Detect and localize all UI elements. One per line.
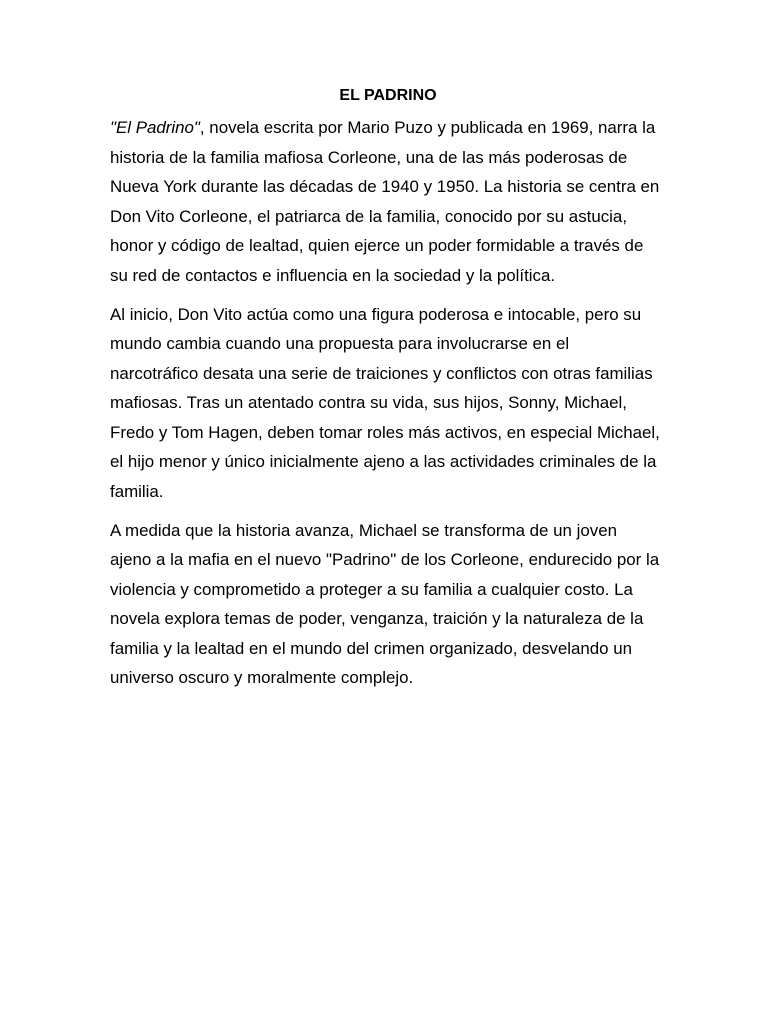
paragraph-2: Al inicio, Don Vito actúa como una figura poderosa e intocable, pero su mundo cambia cuando una propuesta para involucrarse en el narcotráfico desata una serie de traiciones y conflictos con otras familias mafiosas. Tras un atentado contra su vida, sus hijos, Sonny, Michael, Fredo y Tom Hagen, deben tomar roles más activos, en especial Michael, el hijo menor y único inicialmente ajeno a las actividades criminales de la familia. (110, 304, 660, 501)
document-title: EL PADRINO (339, 87, 437, 104)
book-title-italic: "El Padrino" (110, 118, 200, 137)
paragraph-3: A medida que la historia avanza, Michael se transforma de un joven ajeno a la mafia en el nuevo "Padrino" de los Corleone, endurecido por la violencia y comprometido a proteger a su familia a cualquier costo. La novela explora temas de poder, venganza, traición y la naturaleza de la familia y la lealtad en el mundo del crimen organizado, desvelando un universo oscuro y moralmente complejo. (110, 520, 660, 687)
paragraph-1-text: , novela escrita por Mario Puzo y publicada en 1969, narra la historia de la familia mafiosa Corleone, una de las más poderosas de Nueva York durante las décadas de 1940 y 1950. La historia se centra en Don Vito Corleone, el patriarca de la familia, conocido por su astucia, honor y código de lealtad, quien ejerce un poder formidable a través de su red de contactos e influencia en la sociedad y la política. (110, 118, 660, 285)
paragraph-1 (110, 113, 660, 290)
